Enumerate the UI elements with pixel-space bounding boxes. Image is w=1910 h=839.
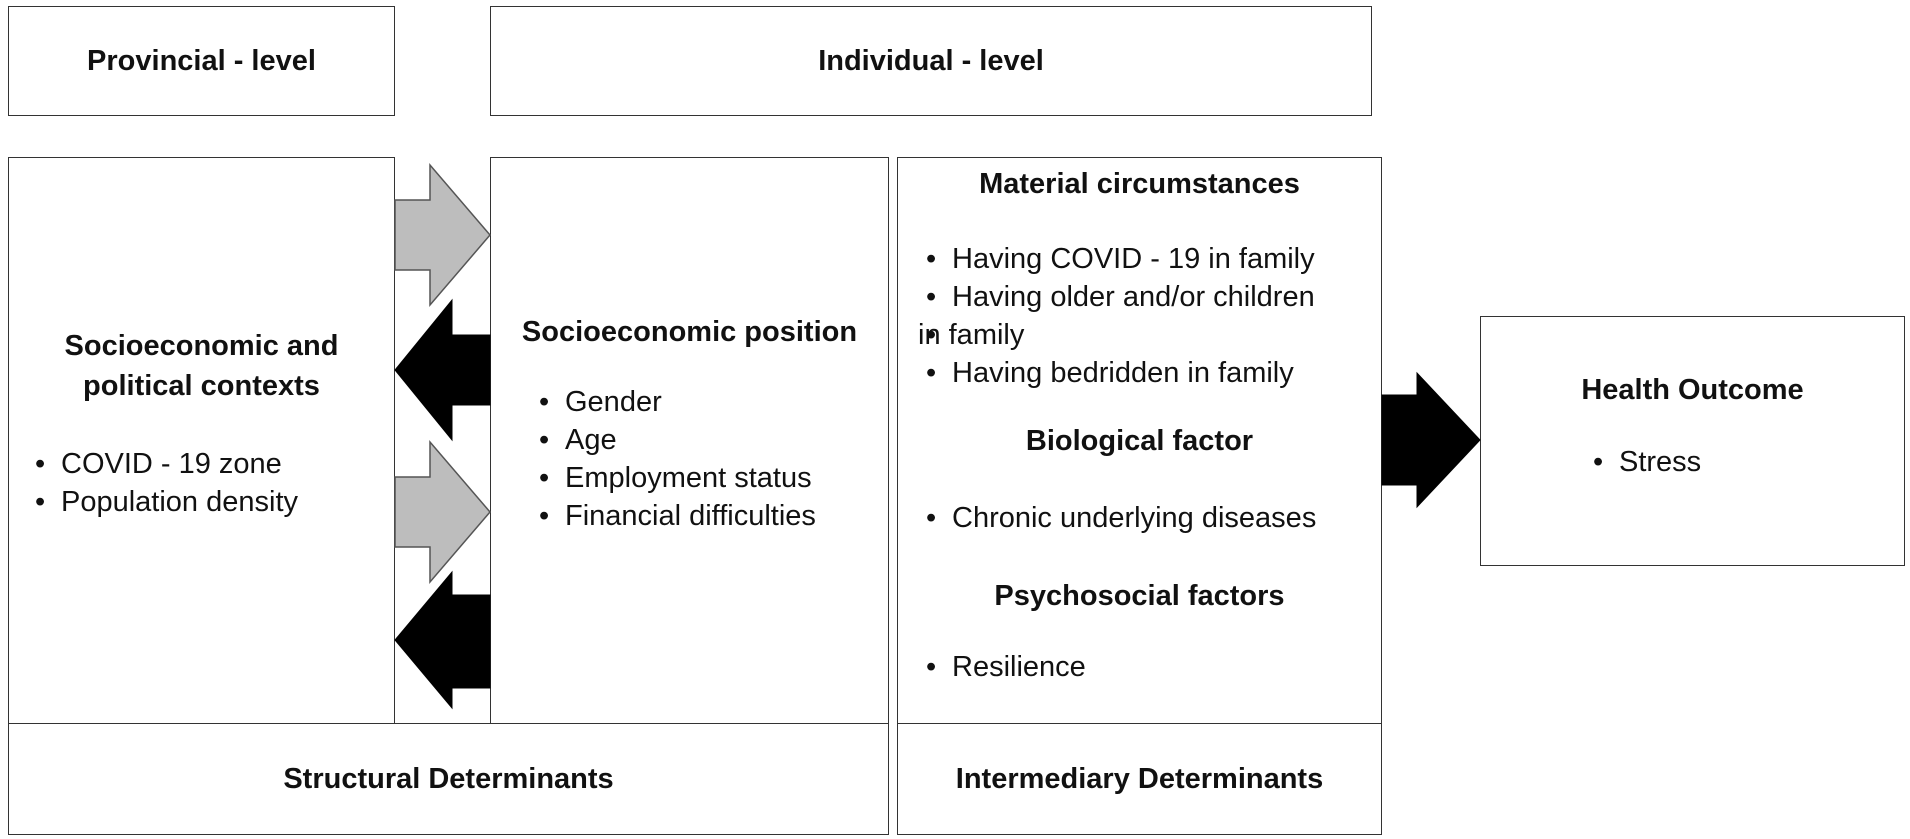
list-item: • Stress: [1585, 443, 1701, 481]
contexts-title-line1: Socioeconomic and: [64, 330, 339, 362]
structural-determinants-label: Structural Determinants: [283, 762, 614, 795]
gray-arrow-right-upper: [395, 165, 490, 305]
list-item: • Having bedridden in family: [918, 354, 1315, 392]
list-item: • Age: [531, 421, 816, 459]
biological-factor-title: Biological factor: [1025, 425, 1254, 457]
black-arrow-to-outcome: [1382, 373, 1480, 507]
list-item: • Chronic underlying diseases: [918, 499, 1316, 537]
socioeconomic-position-title: Socioeconomic position: [521, 316, 858, 348]
material-circumstances-title: Material circumstances: [979, 168, 1300, 200]
list-item: • Population density: [27, 483, 298, 521]
black-arrow-left-lower: [395, 572, 490, 708]
list-item-continuation: • in family: [918, 316, 1315, 354]
black-arrow-left-upper: [395, 300, 490, 440]
list-item: • Employment status: [531, 459, 816, 497]
list-item: • COVID - 19 zone: [27, 445, 298, 483]
psychosocial-factors-title: Psychosocial factors: [994, 580, 1285, 612]
list-item: • Having COVID - 19 in family: [918, 240, 1315, 278]
contexts-title-line2: political contexts: [83, 370, 320, 402]
list-item: • Resilience: [918, 648, 1086, 686]
individual-level-label: Individual - level: [818, 44, 1044, 77]
provincial-level-label: Provincial - level: [87, 44, 316, 77]
gray-arrow-right-lower: [395, 442, 490, 582]
list-item: • Gender: [531, 383, 816, 421]
list-item: • Financial difficulties: [531, 497, 816, 535]
intermediary-determinants-label: Intermediary Determinants: [955, 762, 1324, 795]
health-outcome-title: Health Outcome: [1581, 374, 1804, 406]
list-item: • Having older and/or children: [918, 278, 1315, 316]
